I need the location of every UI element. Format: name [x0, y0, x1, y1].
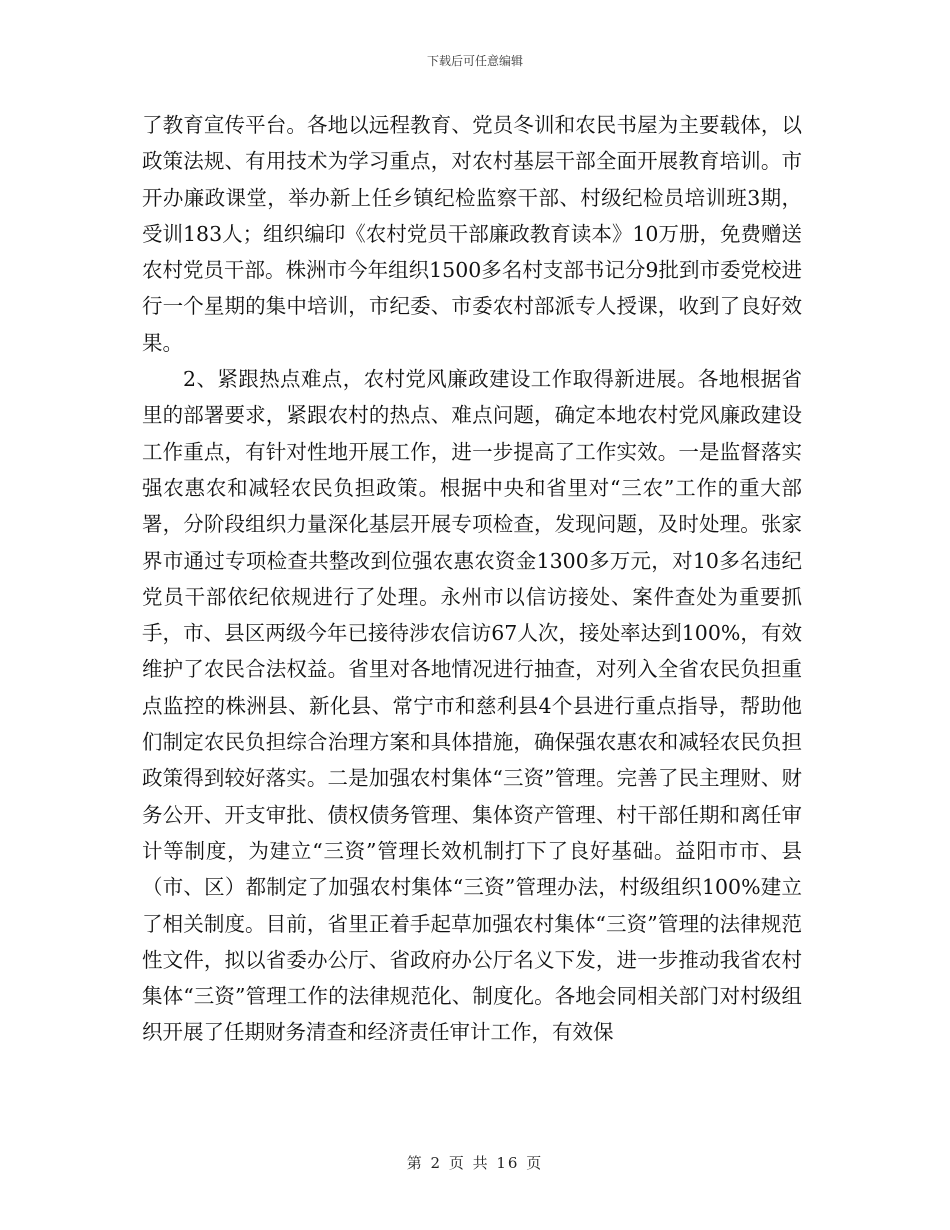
paragraph-continued: 了教育宣传平台。各地以远程教育、党员冬训和农民书屋为主要载体，以政策法规、有用技术为学习重点，对农村基层干部全面开展教育培训。市开办廉政课堂，举办新上任乡镇纪检监察干部、村级纪检员培训班3期，受训183人；组织编印《农村党员干部廉政教育读本》10万册，免费赠送农村党员干部。株洲市今年组织1500多名村支部书记分9批到市委党校进行一个星期的集中培训，市纪委、市委农村部派专人授课，收到了良好效果。 — [142, 113, 802, 355]
paragraph-section-2: 2、紧跟热点难点，农村党风廉政建设工作取得新进展。各地根据省里的部署要求，紧跟农村的热点、难点问题，确定本地农村党风廉政建设工作重点，有针对性地开展工作，进一步提高了工作实效。一是监督落实强农惠农和减轻农民负担政策。根据中央和省里对“三农”工作的重大部署，分阶段组织力量深化基层开展专项检查，发现问题，及时处理。张家界市通过专项检查共整改到位强农惠农资金1300多万元，对10多名违纪党员干部依纪依规进行了处理。永州市以信访接处、案件查处为重要抓手，市、县区两级今年已接待涉农信访67人次，接处率达到100%，有效维护了农民合法权益。省里对各地情况进行抽查，对列入全省农民负担重点监控的株洲县、新化县、常宁市和慈利县4个县进行重点指导，帮助他们制定农民负担综合治理方案和具体措施，确保强农惠农和减轻农民负担政策得到较好落实。二是加强农村集体“三资”管理。完善了民主理财、财务公开、开支审批、债权债务管理、集体资产管理、村干部任期和离任审计等制度，为建立“三资”管理长效机制打下了良好基础。益阳市市、县（市、区）都制定了加强农村集体“三资”管理办法，村级组织100%建立了相关制度。目前，省里正着手起草加强农村集体“三资”管理的法律规范性文件，拟以省委办公厅、省政府办公厅名义下发，进一步推动我省农村集体“三资”管理工作的法律规范化、制度化。各地会同相关部门对村级组织开展了任期财务清查和经济责任审计工作，有效保 — [142, 367, 802, 1045]
document-body — [142, 107, 802, 1051]
page-header: 下载后可任意编辑 — [426, 54, 523, 68]
page-number-footer: 第 2 页 共 16 页 — [406, 1154, 544, 1172]
